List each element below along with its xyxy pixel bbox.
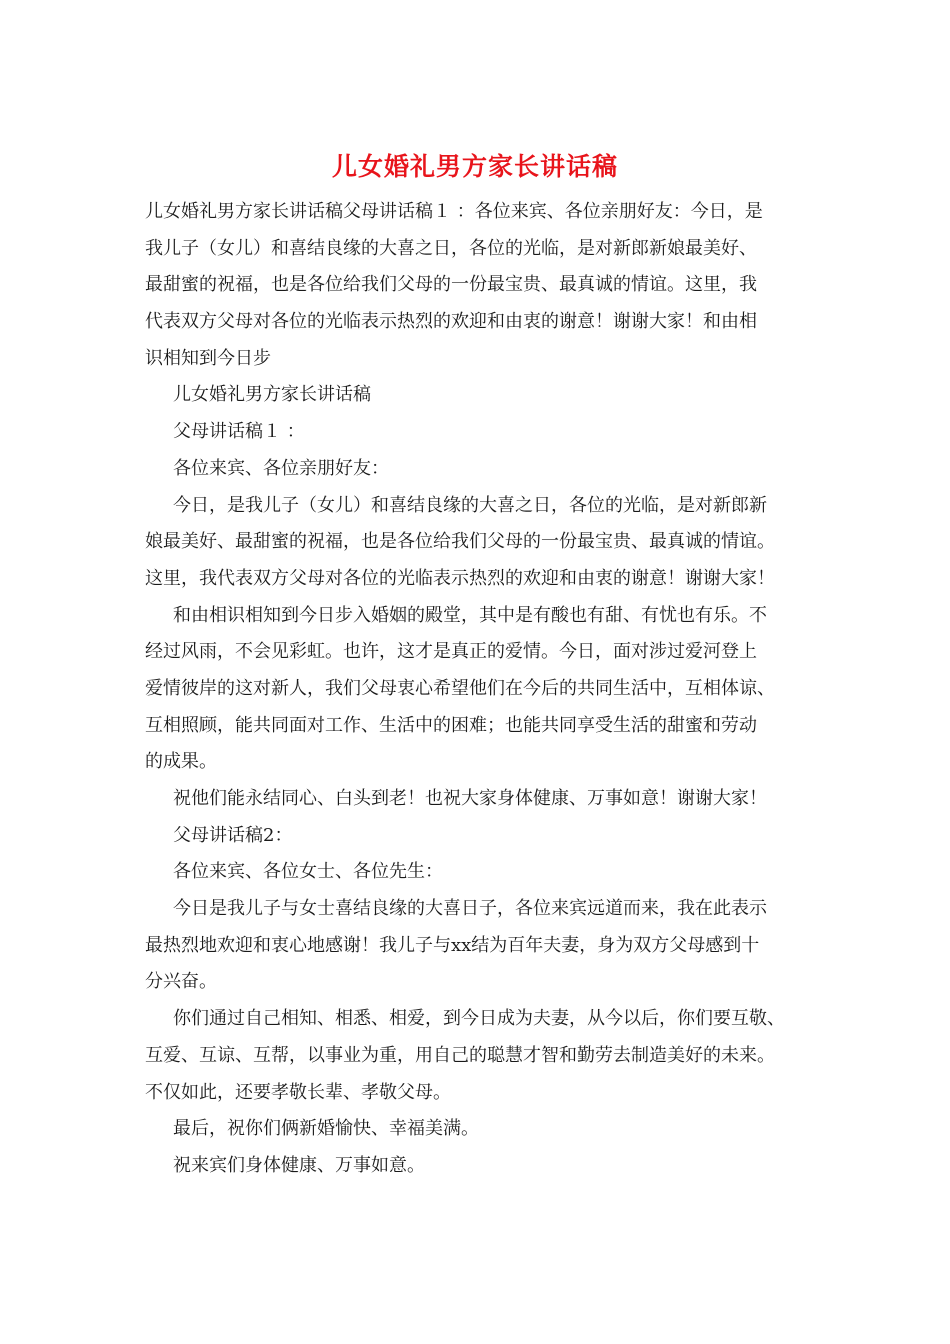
text-line: 父母讲话稿2： — [173, 824, 293, 846]
text-line: 和由相识相知到今日步入婚姻的殿堂，其中是有酸也有甜、有忧也有乐。不 — [173, 604, 767, 626]
text-line: 的成果。 — [145, 751, 217, 773]
text-line: 经过风雨，不会见彩虹。也许，这才是真正的爱情。今日，面对涉过爱河登上 — [145, 641, 757, 663]
text-line: 互相照顾，能共同面对工作、生活中的困难；也能共同享受生活的甜蜜和劳动 — [145, 714, 757, 736]
text-line: 不仅如此，还要孝敬长辈、孝敬父母。 — [145, 1081, 451, 1103]
text-line: 今日，是我儿子（女儿）和喜结良缘的大喜之日，各位的光临，是对新郎新 — [173, 494, 767, 516]
text-line: 最后，祝你们俩新婚愉快、幸福美满。 — [173, 1118, 479, 1140]
text-line: 这里，我代表双方父母对各位的光临表示热烈的欢迎和由衷的谢意！谢谢大家！ — [145, 567, 775, 589]
text-line: 今日是我儿子与女士喜结良缘的大喜日子，各位来宾远道而来，我在此表示 — [173, 898, 767, 920]
text-line: 祝来宾们身体健康、万事如意。 — [173, 1154, 425, 1176]
text-line: 祝他们能永结同心、白头到老！也祝大家身体健康、万事如意！谢谢大家！ — [173, 788, 767, 809]
document-body — [145, 194, 815, 1185]
text-line: 最甜蜜的祝福，也是各位给我们父母的一份最宝贵、最真诚的情谊。这里，我 — [145, 274, 757, 296]
text-line: 父母讲话稿１ ： — [173, 421, 305, 443]
text-line: 分兴奋。 — [145, 971, 217, 993]
text-line: 儿女婚礼男方家长讲话稿父母讲话稿１ ：各位来宾、各位亲朋好友：今日，是 — [145, 201, 763, 222]
text-line: 最热烈地欢迎和衷心地感谢！我儿子与xx结为百年夫妻，身为双方父母感到十 — [145, 934, 760, 956]
text-line: 你们通过自己相知、相悉、相爱，到今日成为夫妻，从今以后，你们要互敬、 — [173, 1008, 785, 1030]
text-line: 代表双方父母对各位的光临表示热烈的欢迎和由衷的谢意！谢谢大家！和由相 — [145, 311, 757, 333]
text-line: 我儿子（女儿）和喜结良缘的大喜之日，各位的光临，是对新郎新娘最美好、 — [145, 237, 757, 259]
text-line: 各位来宾、各位亲朋好友： — [173, 457, 389, 479]
text-line: 爱情彼岸的这对新人，我们父母衷心希望他们在今后的共同生活中，互相体谅、 — [145, 677, 775, 699]
document-title: 儿女婚礼男方家长讲话稿 — [331, 152, 618, 181]
text-line: 娘最美好、最甜蜜的祝福，也是各位给我们父母的一份最宝贵、最真诚的情谊。 — [145, 531, 775, 553]
text-line: 儿女婚礼男方家长讲话稿 — [173, 384, 371, 406]
text-line: 识相知到今日步 — [145, 347, 271, 369]
text-line: 互爱、互谅、互帮，以事业为重，用自己的聪慧才智和勤劳去制造美好的未来。 — [145, 1044, 775, 1066]
text-line: 各位来宾、各位女士、各位先生： — [173, 861, 443, 883]
